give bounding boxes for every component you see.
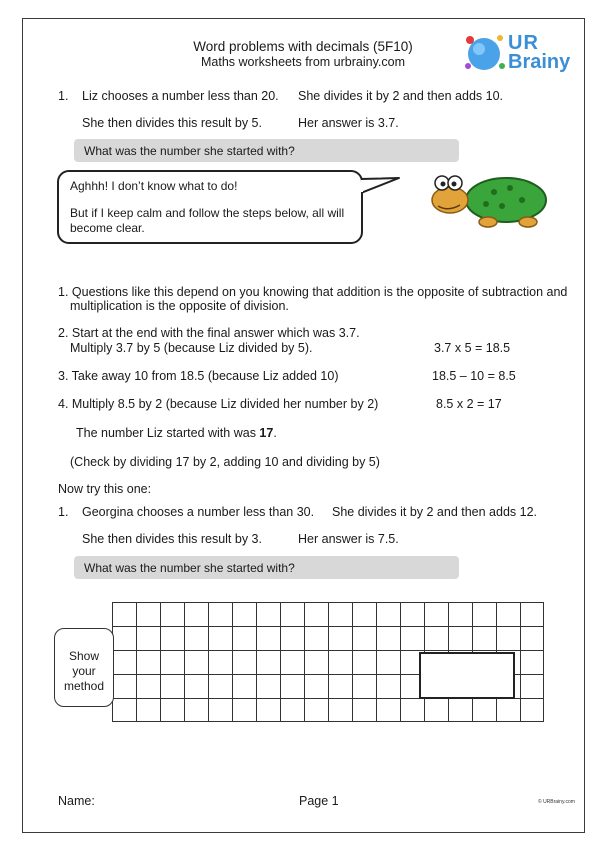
result-prefix: The number Liz started with was xyxy=(76,426,260,440)
show-your-method-box xyxy=(54,628,114,707)
step2-line-a: 2. Start at the end with the final answer which was 3.7. xyxy=(58,326,360,340)
q1-number: 1. xyxy=(58,89,69,103)
logo-text-brainy: Brainy xyxy=(508,51,571,73)
page-title: Word problems with decimals (5F10) xyxy=(193,39,413,54)
q2-line1b: She divides it by 2 and then adds 12. xyxy=(332,505,538,519)
q1-line2a: She then divides this result by 5. xyxy=(82,116,262,130)
urbrainy-logo xyxy=(464,32,580,76)
bubble-line3: become clear. xyxy=(70,221,145,235)
page-subtitle: Maths worksheets from urbrainy.com xyxy=(201,55,405,69)
answer-box[interactable] xyxy=(419,652,515,699)
step4-calculation: 8.5 x 2 = 17 xyxy=(436,397,502,411)
step4-line: 4. Multiply 8.5 by 2 (because Liz divided her number by 2) xyxy=(58,397,379,411)
q2-line1a: Georgina chooses a number less than 30. xyxy=(82,505,315,519)
q2-question-bar: What was the number she started with? xyxy=(74,556,459,579)
q2-number: 1. xyxy=(58,505,69,519)
step3-calculation: 18.5 – 10 = 8.5 xyxy=(432,369,516,383)
result-value: 17 xyxy=(259,426,274,440)
name-label: Name: xyxy=(58,794,95,808)
q1-line2b: Her answer is 3.7. xyxy=(298,116,399,130)
bubble-line1: Aghhh! I don’t know what to do! xyxy=(70,179,238,193)
tortoise-icon xyxy=(424,170,554,232)
step3-line: 3. Take away 10 from 18.5 (because Liz added 10) xyxy=(58,369,339,383)
method-line3: method xyxy=(63,679,105,693)
q2-intro: Now try this one: xyxy=(58,482,152,496)
logo-text-ur: UR xyxy=(508,32,539,54)
q2-line2a: She then divides this result by 3. xyxy=(82,532,262,546)
q1-question-bar: What was the number she started with? xyxy=(74,139,459,162)
result-sentence xyxy=(76,426,277,441)
bubble-line2: But if I keep calm and follow the steps below, all will xyxy=(70,206,345,220)
method-line2: your xyxy=(72,664,96,678)
check-note: (Check by dividing 17 by 2, adding 10 and dividing by 5) xyxy=(70,455,380,469)
step2-line-b: Multiply 3.7 by 5 (because Liz divided by 5). xyxy=(70,341,313,355)
result-suffix: . xyxy=(273,426,277,440)
step1-line-a: 1. Questions like this depend on you knowing that addition is the opposite of subtraction and xyxy=(58,285,568,299)
q2-line2b: Her answer is 7.5. xyxy=(298,532,399,546)
q1-line1a: Liz chooses a number less than 20. xyxy=(82,89,279,103)
page-number: Page 1 xyxy=(299,794,339,808)
globe-icon xyxy=(464,32,508,76)
copyright: © URBrainy.com xyxy=(538,799,575,805)
q1-line1b: She divides it by 2 and then adds 10. xyxy=(298,89,504,103)
step1-line-b: multiplication is the opposite of division. xyxy=(70,299,289,313)
method-line1: Show xyxy=(68,649,100,663)
step2-calculation: 3.7 x 5 = 18.5 xyxy=(434,341,511,355)
speech-bubble-tail xyxy=(361,176,401,196)
